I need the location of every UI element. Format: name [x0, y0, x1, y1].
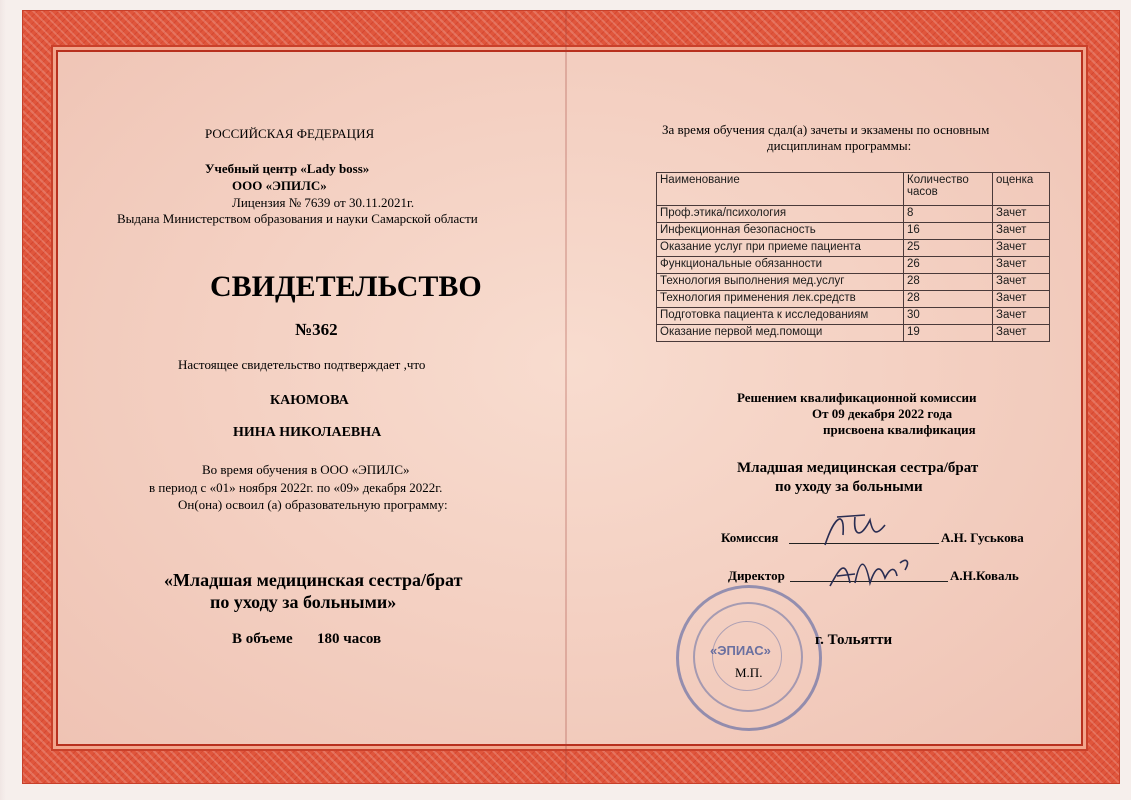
discipline-hours: 25	[904, 240, 993, 257]
volume-value: 180 часов	[317, 631, 382, 647]
city-label: г. Тольятти	[815, 632, 893, 648]
discipline-hours: 28	[904, 274, 993, 291]
study-line-2: в период с «01» ноября 2022г. по «09» декабря 2022г.	[149, 480, 443, 495]
discipline-name: Инфекционная безопасность	[657, 223, 904, 240]
qualification-line-2: по уходу за больными	[775, 479, 923, 495]
discipline-name: Проф.этика/психология	[657, 206, 904, 223]
study-line-1: Во время обучения в ООО «ЭПИЛС»	[202, 462, 410, 477]
discipline-name: Технология выполнения мед.услуг	[657, 274, 904, 291]
table-header-row	[657, 173, 1050, 206]
director-signature	[825, 548, 920, 593]
qualification-line-1: Младшая медицинская сестра/брат	[737, 460, 979, 476]
organization-name: ООО «ЭПИЛС»	[232, 178, 327, 193]
discipline-hours: 30	[904, 308, 993, 325]
issued-by-text: Выдана Министерством образования и науки Самарской области	[117, 211, 478, 226]
holder-name: НИНА НИКОЛАЕВНА	[233, 425, 382, 440]
table-row	[657, 308, 1050, 325]
table-row	[657, 206, 1050, 223]
discipline-grade: Зачет	[993, 206, 1050, 223]
discipline-grade: Зачет	[993, 308, 1050, 325]
header-name: Наименование	[657, 173, 904, 206]
table-row	[657, 291, 1050, 308]
license-text: Лицензия № 7639 от 30.11.2021г.	[232, 195, 415, 210]
discipline-hours: 28	[904, 291, 993, 308]
discipline-hours: 16	[904, 223, 993, 240]
center-fold	[565, 10, 567, 782]
discipline-hours: 8	[904, 206, 993, 223]
program-line-1: «Младшая медицинская сестра/брат	[164, 570, 463, 590]
table-row	[657, 274, 1050, 291]
holder-surname: КАЮМОВА	[270, 393, 349, 408]
study-line-3: Он(она) освоил (а) образовательную программу:	[178, 497, 448, 512]
decision-line-2: От 09 декабря 2022 года	[812, 406, 953, 421]
director-name: А.Н.Коваль	[950, 568, 1019, 583]
exams-intro-line-2: дисциплинам программы:	[767, 138, 912, 153]
discipline-grade: Зачет	[993, 223, 1050, 240]
seal-place-label: М.П.	[735, 665, 763, 680]
document-number: №362	[295, 320, 338, 339]
commission-signature	[815, 505, 895, 550]
director-label: Директор	[728, 568, 785, 583]
disciplines-table	[656, 172, 1050, 342]
center-name: Учебный центр «Lady boss»	[205, 161, 370, 176]
discipline-name: Технология применения лек.средств	[657, 291, 904, 308]
discipline-name: Подготовка пациента к исследованиям	[657, 308, 904, 325]
commission-label: Комиссия	[721, 530, 779, 545]
table-row	[657, 223, 1050, 240]
header-hours: Количество часов	[904, 173, 993, 206]
exams-intro-line-1: За время обучения сдал(а) зачеты и экзамены по основным	[662, 122, 990, 137]
discipline-grade: Зачет	[993, 257, 1050, 274]
confirm-text: Настоящее свидетельство подтверждает ,что	[178, 357, 426, 372]
table-row	[657, 240, 1050, 257]
volume-label: В объеме	[232, 631, 293, 647]
document-title: СВИДЕТЕЛЬСТВО	[210, 270, 482, 303]
discipline-grade: Зачет	[993, 291, 1050, 308]
decision-line-1: Решением квалификационной комиссии	[737, 390, 977, 405]
commission-member-name: А.Н. Гуськова	[941, 530, 1024, 545]
table-row	[657, 325, 1050, 342]
discipline-grade: Зачет	[993, 325, 1050, 342]
discipline-name: Оказание первой мед.помощи	[657, 325, 904, 342]
discipline-grade: Зачет	[993, 274, 1050, 291]
discipline-grade: Зачет	[993, 240, 1050, 257]
discipline-hours: 19	[904, 325, 993, 342]
header-grade: оценка	[993, 173, 1050, 206]
program-line-2: по уходу за больными»	[210, 592, 397, 612]
country-label: РОССИЙСКАЯ ФЕДЕРАЦИЯ	[205, 126, 375, 141]
discipline-name: Оказание услуг при приеме пациента	[657, 240, 904, 257]
decision-line-3: присвоена квалификация	[823, 422, 976, 437]
discipline-hours: 26	[904, 257, 993, 274]
stamp-name: «ЭПИАС»	[710, 643, 771, 658]
organization-stamp	[676, 585, 822, 731]
table-row	[657, 257, 1050, 274]
discipline-name: Функциональные обязанности	[657, 257, 904, 274]
